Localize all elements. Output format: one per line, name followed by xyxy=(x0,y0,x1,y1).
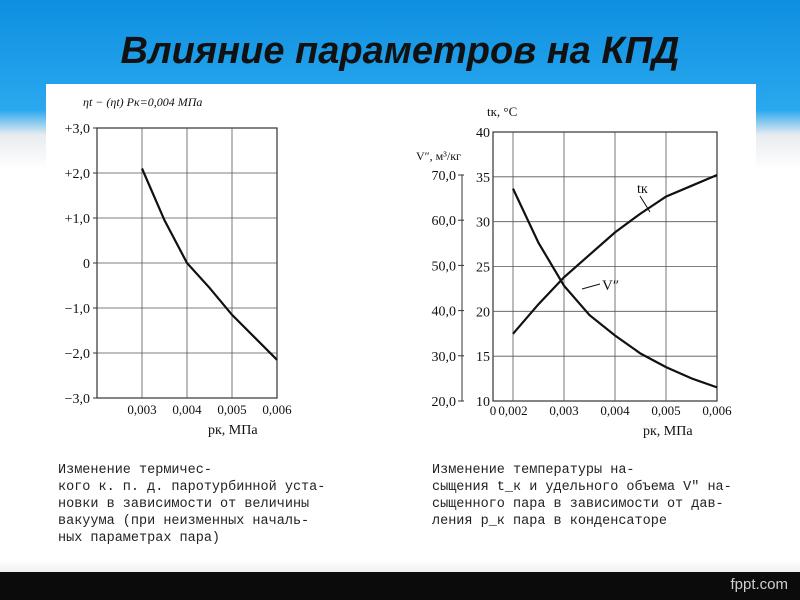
footer-brand: fppt.com xyxy=(730,576,788,593)
y-tick-label-left: +1,0 xyxy=(64,212,90,227)
y-right-axis-label: tк, °С xyxy=(487,104,518,119)
y-right-tick-label: 15 xyxy=(476,350,490,366)
y-right-tick-label: 35 xyxy=(476,170,490,186)
y-tick-label-left: 0 xyxy=(83,257,90,272)
y-left-tick-label: 20,0 xyxy=(431,395,456,410)
y-tick-label-left: −3,0 xyxy=(64,392,90,407)
x-tick-label-left: 0,005 xyxy=(217,402,247,417)
y-right-tick-label: 40 xyxy=(476,126,490,141)
y-right-tick-label: 25 xyxy=(476,260,490,276)
x-tick-label-right: 0,005 xyxy=(651,403,681,418)
series-label-specific-volume: V″ xyxy=(602,278,620,294)
y-right-tick-label: 10 xyxy=(476,395,490,410)
slide-title: Влияние параметров на КПД xyxy=(120,30,680,72)
caption-right: Изменение температуры на- сыщения t_к и удельного объема V″ на- сыщенного пара в зависимости от дав- ления p_к пара в конденсаторе xyxy=(432,463,732,529)
y-right-tick-label: 20 xyxy=(476,305,490,321)
series-label-leader-specific-volume xyxy=(582,284,600,289)
series-label-temperature: tк xyxy=(637,182,648,197)
y-tick-label-left: +2,0 xyxy=(64,167,90,182)
y-tick-label-left: −2,0 xyxy=(64,347,90,362)
x-tick-label-left: 0,006 xyxy=(262,402,292,417)
y-left-tick-label: 70,0 xyxy=(431,169,456,184)
x-tick-label-left: 0,003 xyxy=(127,402,157,417)
y-axis-label-left: ηt − (ηt) Pк=0,004 МПа xyxy=(83,95,203,109)
y-tick-label-left: −1,0 xyxy=(64,302,90,317)
y-left-axis-label: V″, м³/кг xyxy=(416,149,461,163)
x-axis-label-left: pк, МПа xyxy=(208,423,258,438)
x-tick-label-left: 0,004 xyxy=(172,402,202,417)
y-left-tick-label: 30,0 xyxy=(431,349,456,365)
x-tick-label-right: 0,003 xyxy=(549,403,579,418)
y-left-tick-label: 60,0 xyxy=(431,214,456,230)
x-tick-label-right: 0,004 xyxy=(600,403,630,418)
x-tick-label-right: 0 xyxy=(489,403,497,418)
footer-bar xyxy=(0,572,800,600)
y-left-tick-label: 50,0 xyxy=(431,259,456,275)
x-tick-label-right: 0,002 xyxy=(498,403,528,418)
caption-left: Изменение термичес- кого к. п. д. паротурбинной уста- новки в зависимости от величины вакуума (при неизменных началь- ных параметрах пара) xyxy=(58,463,326,546)
y-right-tick-label: 30 xyxy=(476,215,490,231)
y-tick-label-left: +3,0 xyxy=(64,122,90,137)
x-axis-label-right: pк, МПа xyxy=(643,424,693,439)
x-tick-label-right: 0,006 xyxy=(702,403,732,418)
series-line-efficiency xyxy=(142,169,277,360)
y-left-tick-label: 40,0 xyxy=(431,304,456,320)
